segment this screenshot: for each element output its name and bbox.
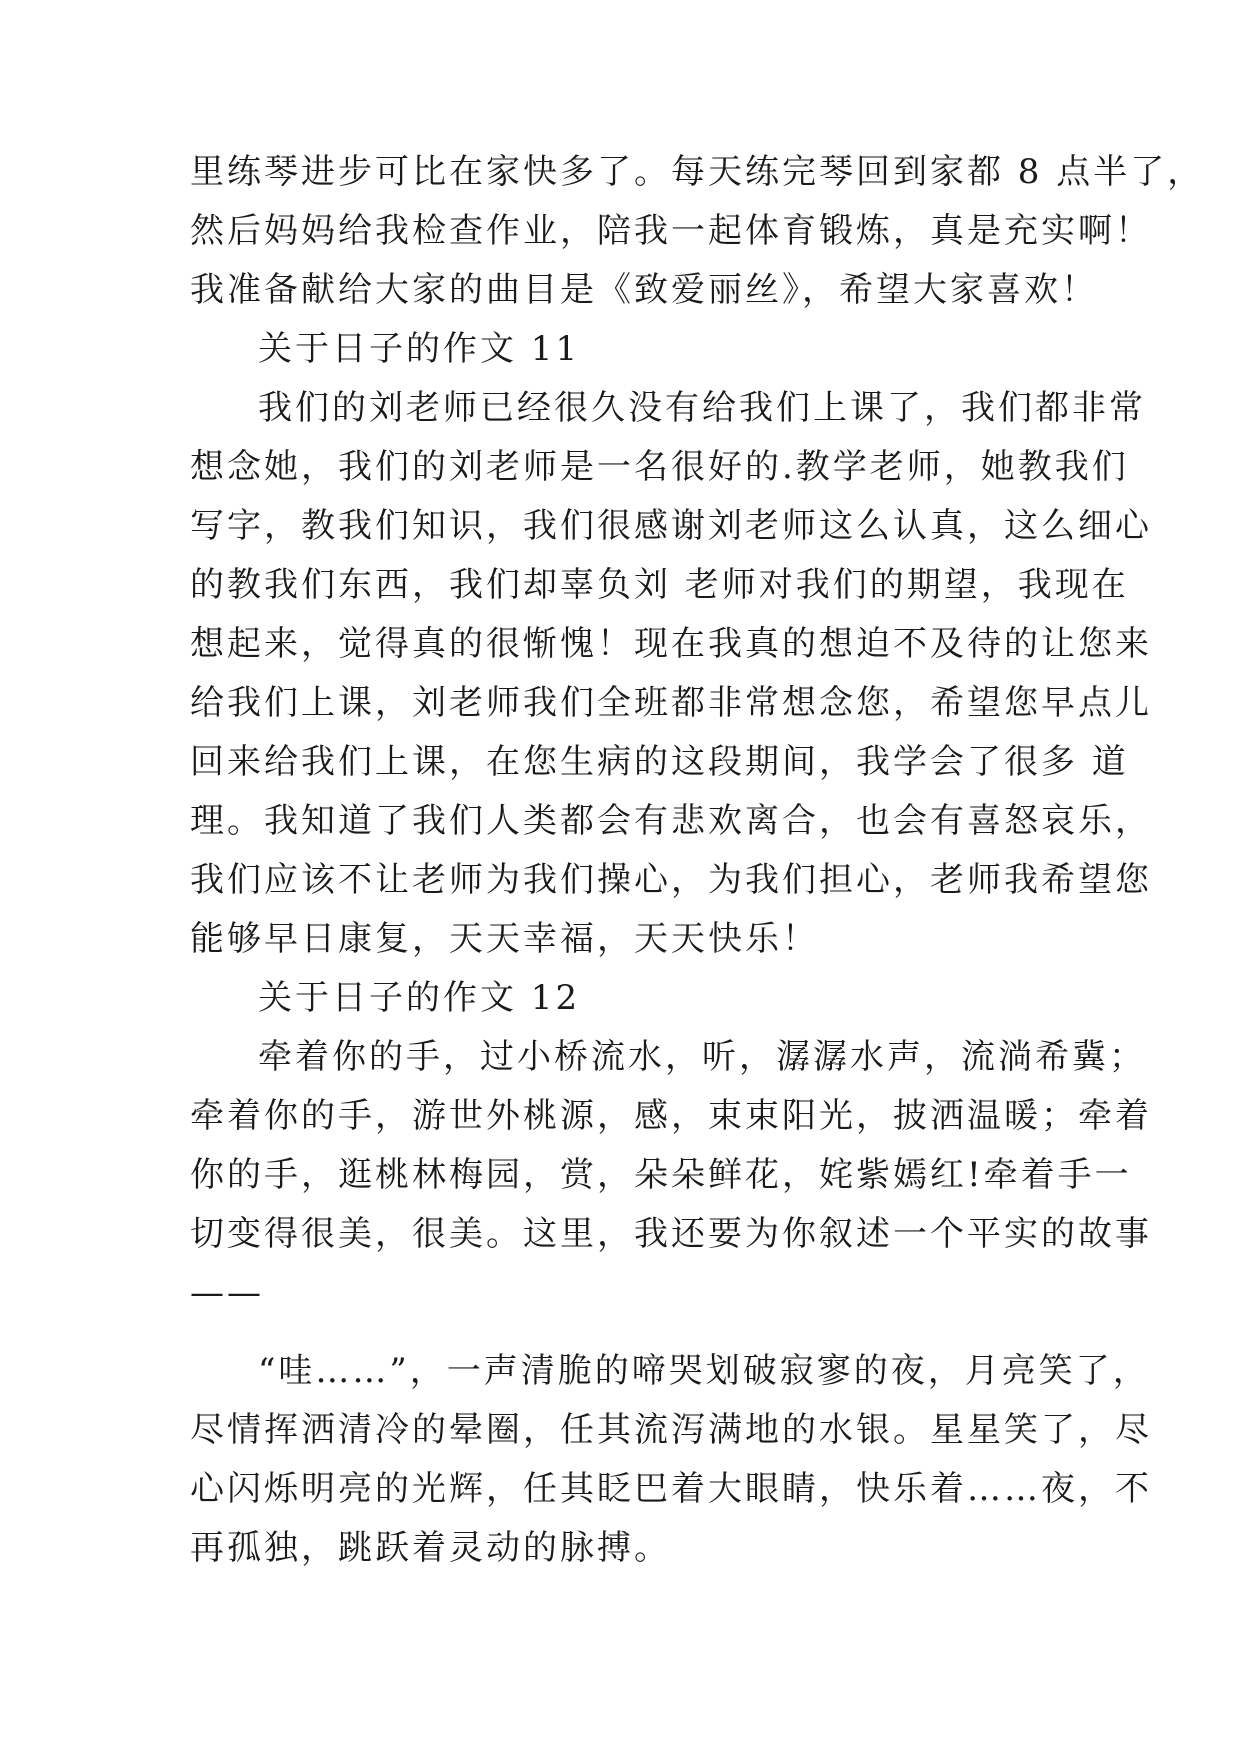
paragraph-line: 牵着你的手，游世外桃源，感，束束阳光，披洒温暖；牵着: [190, 1096, 1152, 1136]
paragraph-line: 然后妈妈给我检查作业，陪我一起体育锻炼，真是充实啊！: [190, 211, 1152, 251]
paragraph-line: 我们应该不让老师为我们操心，为我们担心，老师我希望您: [190, 860, 1152, 900]
paragraph-line: 我们的刘老师已经很久没有给我们上课了，我们都非常: [258, 388, 1146, 428]
paragraph-line: 里练琴进步可比在家快多了。每天练完琴回到家都 8 点半了，: [190, 152, 1205, 192]
paragraph-line: 想念她，我们的刘老师是一名很好的.教学老师，她教我们: [190, 447, 1129, 487]
paragraph-line: 尽情挥洒清冷的晕圈，任其流泻满地的水银。星星笑了，尽: [190, 1410, 1152, 1450]
paragraph-line: 心闪烁明亮的光辉，任其眨巴着大眼睛，快乐着……夜，不: [190, 1469, 1152, 1509]
paragraph-line: 再孤独，跳跃着灵动的脉搏。: [190, 1528, 671, 1568]
paragraph-line: 回来给我们上课，在您生病的这段期间，我学会了很多 道: [190, 742, 1129, 782]
section-heading: 关于日子的作文 12: [258, 978, 581, 1018]
paragraph-line: 能够早日康复，天天幸福，天天快乐！: [190, 919, 819, 959]
paragraph-line: “哇……”，一声清脆的啼哭划破寂寥的夜，月亮笑了，: [258, 1351, 1150, 1391]
paragraph-line: 理。我知道了我们人类都会有悲欢离合，也会有喜怒哀乐，: [190, 801, 1152, 841]
paragraph-line: 写字，教我们知识，我们很感谢刘老师这么认真，这么细心: [190, 506, 1152, 546]
paragraph-line: 你的手，逛桃林梅园，赏，朵朵鲜花，姹紫嫣红!牵着手一: [190, 1155, 1132, 1195]
paragraph-line: 我准备献给大家的曲目是《致爱丽丝》，希望大家喜欢！: [190, 270, 1098, 310]
dash-line: ——: [190, 1273, 264, 1313]
section-heading: 关于日子的作文 11: [258, 329, 581, 369]
paragraph-line: 给我们上课，刘老师我们全班都非常想念您，希望您早点儿: [190, 683, 1152, 723]
paragraph-line: 牵着你的手，过小桥流水，听，潺潺水声，流淌希冀；: [258, 1037, 1146, 1077]
paragraph-line: 想起来，觉得真的很惭愧！现在我真的想迫不及待的让您来: [190, 624, 1152, 664]
paragraph-line: 切变得很美，很美。这里，我还要为你叙述一个平实的故事: [190, 1214, 1152, 1254]
paragraph-line: 的教我们东西，我们却辜负刘 老师对我们的期望，我现在: [190, 565, 1129, 605]
